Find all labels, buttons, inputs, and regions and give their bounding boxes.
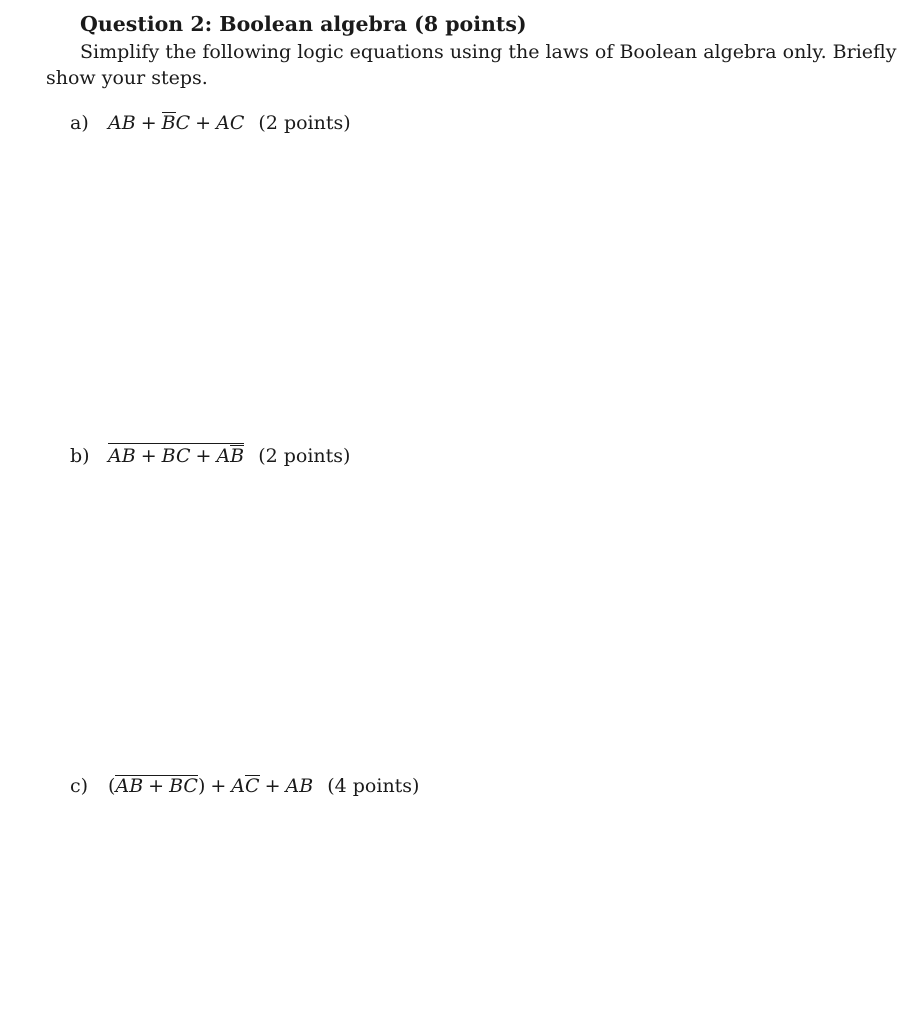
part-b-term-1: AB: [108, 445, 136, 467]
part-a-term-1: AB: [108, 112, 136, 134]
part-b-negated-b: B: [230, 445, 245, 467]
plus-operator: +: [140, 112, 157, 134]
plus-operator: +: [210, 775, 227, 797]
part-b-term-3-a: A: [216, 445, 231, 467]
part-a-points: (2 points): [258, 112, 351, 134]
part-a-expression: [108, 112, 244, 134]
part-b-negated-expression: [108, 443, 244, 467]
part-c: [70, 775, 419, 797]
part-c-negated-c: C: [245, 775, 260, 797]
close-paren: ): [197, 775, 206, 797]
part-b-points: (2 points): [258, 445, 351, 467]
plus-operator: +: [140, 445, 157, 467]
part-a-negated-b: B: [161, 112, 176, 134]
part-a-term-3: AC: [216, 112, 245, 134]
plus-operator: +: [195, 445, 212, 467]
part-c-negated-group: [115, 775, 197, 797]
question-instructions-line-1: Simplify the following logic equations using the laws of Boolean algebra only. Briefly: [80, 41, 897, 63]
question-title: Question 2: Boolean algebra (8 points): [80, 12, 527, 36]
part-c-term-2: BC: [169, 775, 198, 797]
part-a-label: a): [70, 112, 89, 134]
part-c-term-3-a: A: [231, 775, 246, 797]
part-c-points: (4 points): [327, 775, 420, 797]
part-b-term-2: BC: [161, 445, 191, 467]
part-a: [70, 112, 351, 134]
plus-operator: +: [264, 775, 281, 797]
part-b-label: b): [70, 445, 90, 467]
part-a-term-2-rest: C: [175, 112, 191, 134]
part-c-term-1: AB: [115, 775, 144, 797]
open-paren: (: [108, 775, 116, 797]
part-c-term-4: AB: [285, 775, 314, 797]
plus-operator: +: [195, 112, 212, 134]
question-instructions-line-2: show your steps.: [46, 67, 208, 89]
part-b: [70, 443, 350, 467]
plus-operator: +: [148, 775, 165, 797]
part-c-expression: [108, 775, 313, 797]
part-c-label: c): [70, 775, 89, 797]
